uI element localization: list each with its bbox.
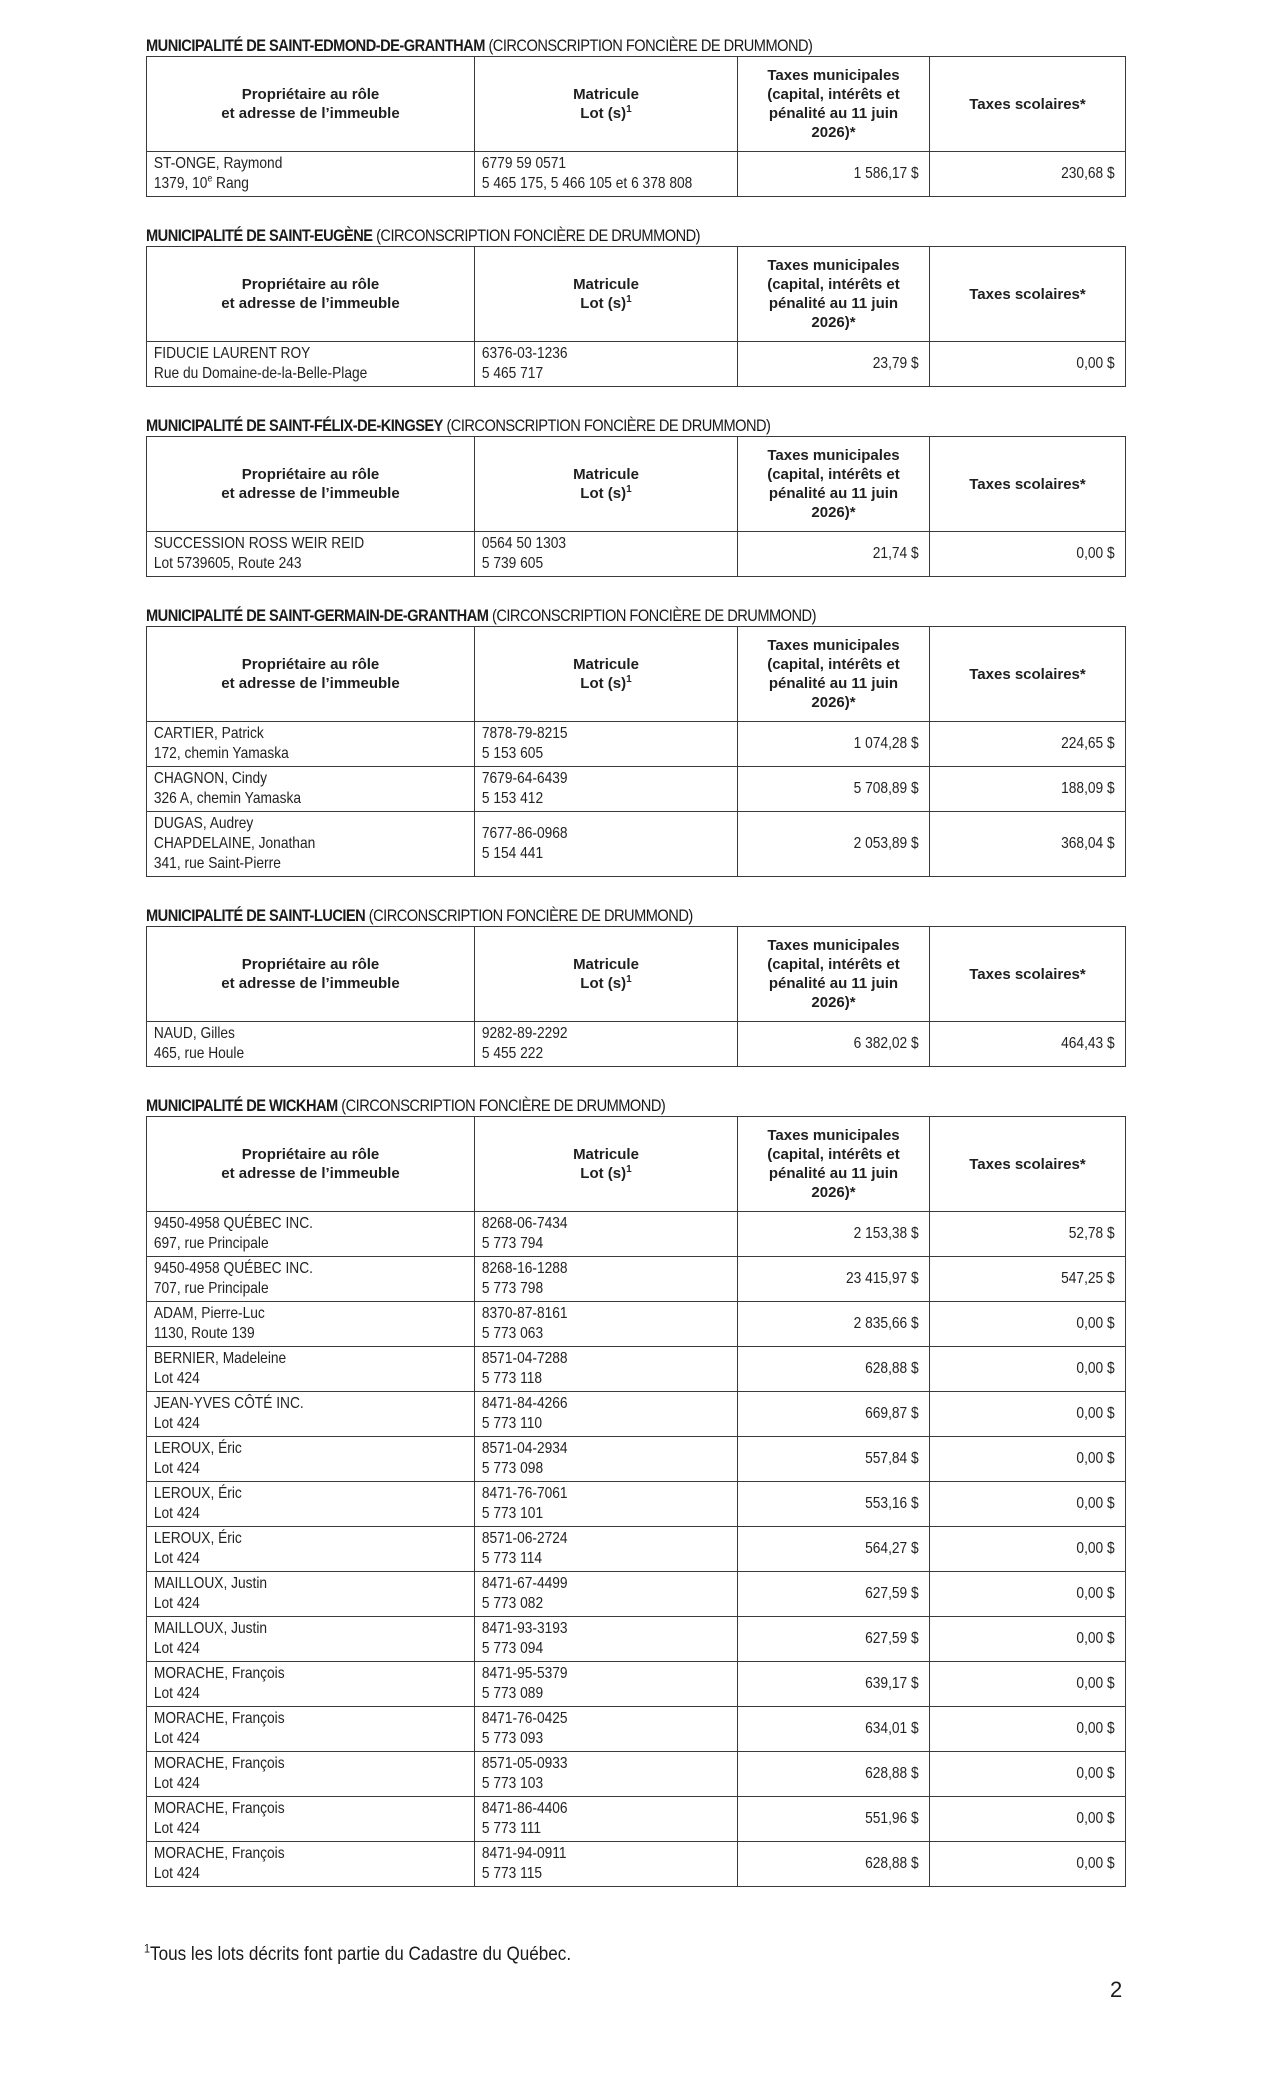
tax-table [146,246,1126,387]
matricule-value: 8571-04-2934 [481,1440,568,1457]
matricule-value: 7679-64-6439 [481,770,568,787]
municipality-section [146,416,1126,606]
matricule-cell [475,1212,738,1257]
section-title [146,36,989,56]
section-title [146,606,989,626]
matricule-cell [475,342,738,387]
header-school-taxes: Taxes scolaires* [930,437,1126,532]
table-row [147,1797,1126,1842]
owner-line: MORACHE, François [153,1755,285,1772]
owner-cell [147,152,475,197]
lots-value: 5 773 101 [481,1505,544,1522]
table-header-row [147,1117,1126,1212]
school-tax-cell: 0,00 $ [930,1617,1126,1662]
school-tax-cell: 368,04 $ [930,812,1126,877]
table-row [147,1437,1126,1482]
owner-line: Lot 424 [153,1820,200,1837]
table-header-row [147,437,1126,532]
lots-value: 5 773 094 [481,1640,544,1657]
lots-value: 5 773 798 [481,1280,544,1297]
owner-line: Lot 424 [153,1640,200,1657]
municipal-tax-cell: 23,79 $ [738,342,930,387]
school-tax-cell: 0,00 $ [930,1437,1126,1482]
owner-line: 9450-4958 QUÉBEC INC. [153,1215,313,1232]
lots-value: 5 773 111 [481,1820,542,1837]
owner-line: 9450-4958 QUÉBEC INC. [153,1260,313,1277]
owner-line: 341, rue Saint-Pierre [153,855,281,872]
table-row [147,1302,1126,1347]
owner-line: 697, rue Principale [153,1235,269,1252]
municipal-tax-cell: 23 415,97 $ [738,1257,930,1302]
owner-line: Lot 424 [153,1595,200,1612]
matricule-cell [475,1437,738,1482]
section-title [146,906,989,926]
matricule-cell [475,1527,738,1572]
tax-table [146,56,1126,197]
header-school-taxes: Taxes scolaires* [930,1117,1126,1212]
owner-cell [147,1437,475,1482]
school-tax-cell: 0,00 $ [930,1842,1126,1887]
matricule-cell [475,1707,738,1752]
header-matricule: Matricule Lot $(s)^1$ [475,1117,738,1212]
municipal-tax-cell: 628,88 $ [738,1842,930,1887]
municipality-name: MUNICIPALITÉ DE SAINT-FÉLIX-DE-KINGSEY [146,416,443,435]
owner-line: 1379, 10e Rang [153,173,249,192]
owner-line: Lot 424 [153,1415,200,1432]
owner-line: Lot 424 [153,1865,200,1882]
table-row [147,767,1126,812]
municipal-tax-cell: 1 586,17 $ [738,152,930,197]
table-row [147,1527,1126,1572]
matricule-value: 8571-04-7288 [481,1350,568,1367]
matricule-value: 8471-86-4406 [481,1800,568,1817]
header-municipal-taxes: Taxes municipales (capital, intérêts et pénalité au 11 juin 2026)* [738,437,930,532]
lots-value: 5 773 110 [481,1415,543,1432]
municipal-tax-cell: 628,88 $ [738,1347,930,1392]
municipal-tax-cell: 627,59 $ [738,1572,930,1617]
matricule-cell [475,1842,738,1887]
municipal-tax-cell: 553,16 $ [738,1482,930,1527]
table-row [147,812,1126,877]
owner-cell [147,1022,475,1067]
header-municipal-taxes: Taxes municipales (capital, intérêts et pénalité au 11 juin 2026)* [738,927,930,1022]
owner-cell [147,1527,475,1572]
owner-line: CARTIER, Patrick [153,725,264,742]
municipal-tax-cell: 628,88 $ [738,1752,930,1797]
matricule-value: 8471-67-4499 [481,1575,568,1592]
school-tax-cell: 0,00 $ [930,1482,1126,1527]
matricule-cell [475,1797,738,1842]
municipality-section [146,906,1126,1096]
lots-value: 5 455 222 [481,1045,544,1062]
municipality-section [146,36,1126,226]
footnote-marker: 1 [144,1941,151,1956]
municipality-section [146,606,1126,906]
header-owner: Propriétaire au rôle et adresse de l’immeuble [147,247,475,342]
matricule-value: 8471-76-0425 [481,1710,568,1727]
school-tax-cell: 0,00 $ [930,342,1126,387]
owner-cell [147,1797,475,1842]
footnote [144,1941,572,1966]
owner-line: 1130, Route 139 [153,1325,255,1342]
owner-line: Lot 5739605, Route 243 [153,555,302,572]
owner-cell [147,1842,475,1887]
matricule-cell [475,1572,738,1617]
school-tax-cell: 0,00 $ [930,1572,1126,1617]
school-tax-cell: 0,00 $ [930,1797,1126,1842]
header-school-taxes: Taxes scolaires* [930,247,1126,342]
lots-value: 5 154 441 [481,845,544,862]
school-tax-cell: 0,00 $ [930,1347,1126,1392]
matricule-cell [475,1752,738,1797]
lots-value: 5 773 794 [481,1235,544,1252]
matricule-cell [475,1392,738,1437]
municipal-tax-cell: 21,74 $ [738,532,930,577]
owner-line: FIDUCIE LAURENT ROY [153,345,311,362]
lots-value: 5 153 605 [481,745,544,762]
municipal-tax-cell: 6 382,02 $ [738,1022,930,1067]
owner-cell [147,342,475,387]
header-owner: Propriétaire au rôle et adresse de l’immeuble [147,437,475,532]
matricule-cell [475,1022,738,1067]
owner-cell [147,532,475,577]
table-header-row [147,57,1126,152]
table-row [147,1752,1126,1797]
owner-line: Lot 424 [153,1550,200,1567]
owner-cell [147,1617,475,1662]
lots-value: 5 773 082 [481,1595,544,1612]
lots-value: 5 773 093 [481,1730,544,1747]
municipal-tax-cell: 634,01 $ [738,1707,930,1752]
owner-cell [147,767,475,812]
matricule-cell [475,1302,738,1347]
owner-line: LEROUX, Éric [153,1440,242,1457]
owner-line: JEAN-YVES CÔTÉ INC. [153,1395,304,1412]
owner-line: SUCCESSION ROSS WEIR REID [153,535,365,552]
lots-value: 5 465 717 [481,365,544,382]
header-municipal-taxes: Taxes municipales (capital, intérêts et pénalité au 11 juin 2026)* [738,627,930,722]
owner-line: CHAPDELAINE, Jonathan [153,835,316,852]
owner-line: DUGAS, Audrey [153,815,254,832]
header-school-taxes: Taxes scolaires* [930,627,1126,722]
circonscription-label: (CIRCONSCRIPTION FONCIÈRE DE DRUMMOND) [368,906,693,925]
table-row [147,1707,1126,1752]
owner-line: ST-ONGE, Raymond [153,155,283,172]
tax-table [146,626,1126,877]
header-matricule: Matricule Lot $(s)^1$ [475,57,738,152]
lots-value: 5 739 605 [481,555,544,572]
school-tax-cell: 224,65 $ [930,722,1126,767]
header-owner: Propriétaire au rôle et adresse de l’immeuble [147,57,475,152]
owner-line: Lot 424 [153,1370,200,1387]
header-school-taxes: Taxes scolaires* [930,57,1126,152]
owner-line: 172, chemin Yamaska [153,745,289,762]
owner-cell [147,1707,475,1752]
owner-line: LEROUX, Éric [153,1485,242,1502]
owner-line: MORACHE, François [153,1800,285,1817]
owner-line: Lot 424 [153,1685,200,1702]
owner-line: Lot 424 [153,1775,200,1792]
matricule-value: 6779 59 0571 [481,155,567,172]
municipal-tax-cell: 2 835,66 $ [738,1302,930,1347]
school-tax-cell: 0,00 $ [930,1752,1126,1797]
matricule-value: 8268-06-7434 [481,1215,568,1232]
municipal-tax-cell: 669,87 $ [738,1392,930,1437]
owner-cell [147,1572,475,1617]
table-row [147,342,1126,387]
circonscription-label: (CIRCONSCRIPTION FONCIÈRE DE DRUMMOND) [341,1096,666,1115]
section-title [146,416,989,436]
school-tax-cell: 0,00 $ [930,1302,1126,1347]
header-matricule: Matricule Lot $(s)^1$ [475,247,738,342]
owner-line: Rue du Domaine-de-la-Belle-Plage [153,365,368,382]
lots-value: 5 465 175, 5 466 105 et 6 378 808 [481,175,693,192]
municipal-tax-cell: 639,17 $ [738,1662,930,1707]
owner-line: NAUD, Gilles [153,1025,235,1042]
table-row [147,1842,1126,1887]
matricule-value: 8471-94-0911 [481,1845,567,1862]
table-row [147,152,1126,197]
header-matricule: Matricule Lot $(s)^1$ [475,437,738,532]
school-tax-cell: 464,43 $ [930,1022,1126,1067]
municipal-tax-cell: 627,59 $ [738,1617,930,1662]
lots-value: 5 773 115 [481,1865,543,1882]
matricule-value: 7878-79-8215 [481,725,568,742]
school-tax-cell: 0,00 $ [930,1392,1126,1437]
school-tax-cell: 547,25 $ [930,1257,1126,1302]
school-tax-cell: 0,00 $ [930,1527,1126,1572]
tax-table [146,436,1126,577]
matricule-cell [475,1617,738,1662]
matricule-value: 8571-06-2724 [481,1530,568,1547]
owner-line: BERNIER, Madeleine [153,1350,287,1367]
school-tax-cell: 230,68 $ [930,152,1126,197]
header-school-taxes: Taxes scolaires* [930,927,1126,1022]
header-municipal-taxes: Taxes municipales (capital, intérêts et pénalité au 11 juin 2026)* [738,1117,930,1212]
table-row [147,532,1126,577]
header-municipal-taxes: Taxes municipales (capital, intérêts et pénalité au 11 juin 2026)* [738,247,930,342]
section-title [146,226,989,246]
lots-value: 5 773 063 [481,1325,544,1342]
header-owner: Propriétaire au rôle et adresse de l’immeuble [147,927,475,1022]
owner-cell [147,1482,475,1527]
owner-cell [147,812,475,877]
owner-line: 465, rue Houle [153,1045,245,1062]
matricule-cell [475,812,738,877]
lots-value: 5 773 103 [481,1775,544,1792]
table-header-row [147,247,1126,342]
header-municipal-taxes: Taxes municipales (capital, intérêts et pénalité au 11 juin 2026)* [738,57,930,152]
owner-line: MORACHE, François [153,1845,285,1862]
lots-value: 5 153 412 [481,790,544,807]
circonscription-label: (CIRCONSCRIPTION FONCIÈRE DE DRUMMOND) [491,606,816,625]
owner-cell [147,1212,475,1257]
matricule-value: 8471-93-3193 [481,1620,568,1637]
table-row [147,1572,1126,1617]
matricule-value: 8370-87-8161 [481,1305,568,1322]
matricule-value: 6376-03-1236 [481,345,568,362]
owner-line: 326 A, chemin Yamaska [153,790,301,807]
matricule-value: 8268-16-1288 [481,1260,568,1277]
municipality-name: MUNICIPALITÉ DE SAINT-GERMAIN-DE-GRANTHAM [146,606,489,625]
table-row [147,722,1126,767]
matricule-cell [475,1347,738,1392]
municipal-tax-cell: 2 153,38 $ [738,1212,930,1257]
matricule-value: 9282-89-2292 [481,1025,568,1042]
table-row [147,1392,1126,1437]
circonscription-label: (CIRCONSCRIPTION FONCIÈRE DE DRUMMOND) [376,226,701,245]
matricule-value: 8471-84-4266 [481,1395,568,1412]
owner-line: MAILLOUX, Justin [153,1575,268,1592]
owner-cell [147,722,475,767]
school-tax-cell: 52,78 $ [930,1212,1126,1257]
table-row [147,1617,1126,1662]
owner-line: 707, rue Principale [153,1280,269,1297]
owner-line: Lot 424 [153,1460,200,1477]
owner-cell [147,1347,475,1392]
municipal-tax-cell: 2 053,89 $ [738,812,930,877]
municipal-tax-cell: 5 708,89 $ [738,767,930,812]
municipal-tax-cell: 564,27 $ [738,1527,930,1572]
owner-cell [147,1662,475,1707]
matricule-value: 8471-95-5379 [481,1665,568,1682]
matricule-value: 7677-86-0968 [481,825,568,842]
circonscription-label: (CIRCONSCRIPTION FONCIÈRE DE DRUMMOND) [446,416,771,435]
matricule-cell [475,722,738,767]
municipality-name: MUNICIPALITÉ DE SAINT-EUGÈNE [146,226,373,245]
header-owner: Propriétaire au rôle et adresse de l’immeuble [147,1117,475,1212]
header-owner: Propriétaire au rôle et adresse de l’immeuble [147,627,475,722]
owner-line: Lot 424 [153,1505,200,1522]
matricule-cell [475,1482,738,1527]
owner-cell [147,1257,475,1302]
table-header-row [147,927,1126,1022]
matricule-cell [475,152,738,197]
lots-value: 5 773 118 [481,1370,543,1387]
owner-cell [147,1752,475,1797]
header-matricule: Matricule Lot $(s)^1$ [475,627,738,722]
owner-line: ADAM, Pierre-Luc [153,1305,265,1322]
matricule-value: 8571-05-0933 [481,1755,568,1772]
table-row [147,1482,1126,1527]
section-title [146,1096,989,1116]
matricule-cell [475,1257,738,1302]
owner-cell [147,1302,475,1347]
school-tax-cell: 0,00 $ [930,1662,1126,1707]
municipal-tax-cell: 551,96 $ [738,1797,930,1842]
school-tax-cell: 0,00 $ [930,532,1126,577]
municipality-section [146,1096,1126,1916]
owner-line: Lot 424 [153,1730,200,1747]
owner-line: MAILLOUX, Justin [153,1620,268,1637]
table-row [147,1257,1126,1302]
table-row [147,1022,1126,1067]
owner-line: LEROUX, Éric [153,1530,242,1547]
lots-value: 5 773 114 [481,1550,543,1567]
page-number: 2 [1110,1977,1123,2002]
municipal-tax-cell: 1 074,28 $ [738,722,930,767]
footnote-text: Tous les lots décrits font partie du Cadastre du Québec. [150,1944,572,1965]
lots-value: 5 773 089 [481,1685,544,1702]
matricule-cell [475,1662,738,1707]
matricule-cell [475,767,738,812]
table-header-row [147,627,1126,722]
owner-cell [147,1392,475,1437]
school-tax-cell: 188,09 $ [930,767,1126,812]
table-row [147,1212,1126,1257]
matricule-value: 0564 50 1303 [481,535,567,552]
owner-line: CHAGNON, Cindy [153,770,268,787]
header-matricule: Matricule Lot $(s)^1$ [475,927,738,1022]
tax-table [146,1116,1126,1887]
owner-line: MORACHE, François [153,1665,285,1682]
school-tax-cell: 0,00 $ [930,1707,1126,1752]
matricule-value: 8471-76-7061 [481,1485,568,1502]
owner-line: MORACHE, François [153,1710,285,1727]
table-row [147,1347,1126,1392]
document-page [146,36,1126,1916]
table-row [147,1662,1126,1707]
matricule-cell [475,532,738,577]
lots-value: 5 773 098 [481,1460,544,1477]
municipality-section [146,226,1126,416]
tax-table [146,926,1126,1067]
municipal-tax-cell: 557,84 $ [738,1437,930,1482]
circonscription-label: (CIRCONSCRIPTION FONCIÈRE DE DRUMMOND) [488,36,813,55]
municipality-name: MUNICIPALITÉ DE SAINT-EDMOND-DE-GRANTHAM [146,36,485,55]
municipality-name: MUNICIPALITÉ DE WICKHAM [146,1096,338,1115]
municipality-name: MUNICIPALITÉ DE SAINT-LUCIEN [146,906,366,925]
